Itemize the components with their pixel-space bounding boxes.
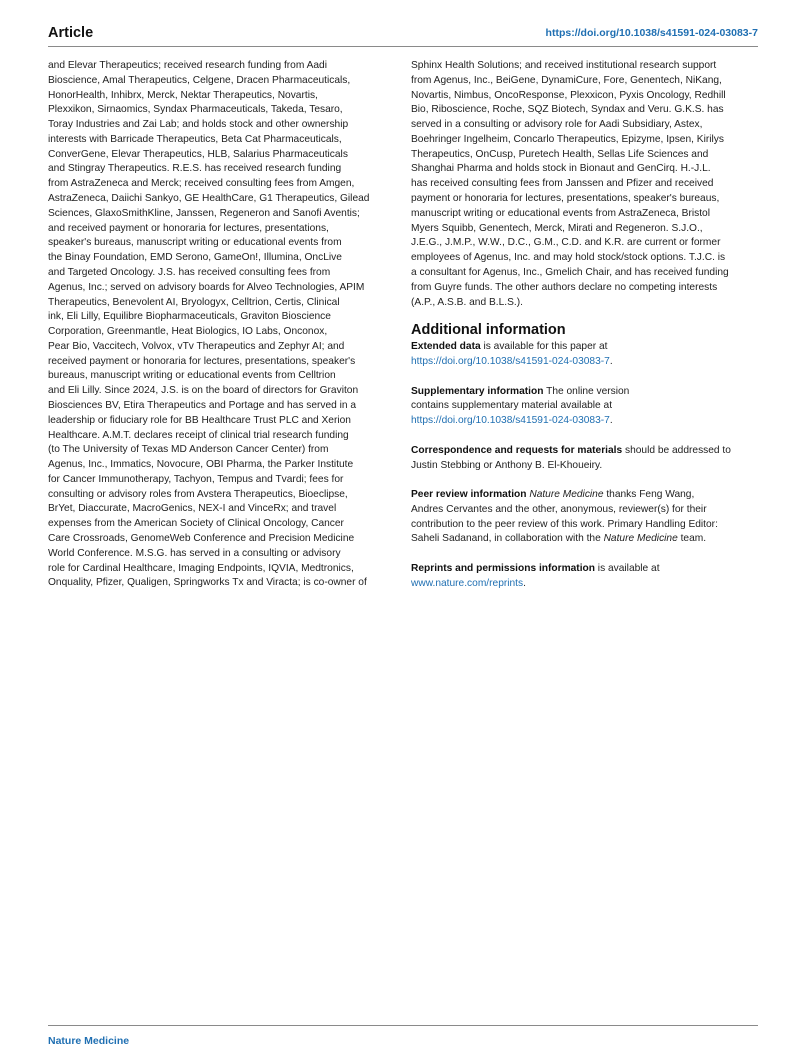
extended-data-title: Extended data xyxy=(411,341,481,353)
text-line: payment or honoraria for lectures, presentations, speaker's bureaus, xyxy=(411,193,720,205)
reprints-paragraph xyxy=(411,562,761,592)
text-line: bureaus, manuscript writing or educational events from Celltrion xyxy=(48,370,336,382)
text-line: leadership or fiduciary role for BB Healthcare Trust PLC and Xerion xyxy=(48,414,351,426)
text-line: Healthcare. A.M.T. declares receipt of clinical trial research funding xyxy=(48,429,349,441)
text-line: and received payment or honoraria for lectures, presentations, xyxy=(48,222,329,234)
text-line: (A.P., A.S.B. and B.L.S.). xyxy=(411,296,523,308)
peer-review-paragraph xyxy=(411,488,761,547)
text-line: has received consulting fees from Janssen and Pfizer and received xyxy=(411,178,714,190)
text-line: for Cancer Immunotherapy, Tachyon, Tempus and Tvardi; fees for xyxy=(48,473,344,485)
text-line: World Conference. M.S.G. has served in a consulting or advisory xyxy=(48,547,341,559)
text-line: AstraZeneca, Daiichi Sankyo, GE HealthCare, G1 Therapeutics, Gilead xyxy=(48,193,370,205)
article-type-label: Article xyxy=(48,25,94,41)
correspondence-text-2: Justin Stebbing or Anthony B. El-Khoueiry. xyxy=(411,459,603,471)
text-line: role for Cardinal Healthcare, Imaging Endpoints, IQVIA, Medtronics, xyxy=(48,562,354,574)
text-line: BrYet, Diaccurate, MacroGenics, NEX-I and VinceRx; and travel xyxy=(48,503,337,515)
text-line: J.E.G., J.M.P., W.W., D.C., G.M., C.D. and K.R. are current or former xyxy=(411,237,721,249)
text-line: expenses from the American Society of Clinical Oncology, Cancer xyxy=(48,518,344,530)
text-line: Care Crossroads, GenomeWeb Conference and Precision Medicine xyxy=(48,533,355,544)
reprints-link[interactable]: www.nature.com/reprints xyxy=(411,577,524,589)
extended-data-text: is available for this paper at xyxy=(480,341,608,353)
left-column-text xyxy=(48,59,398,591)
reprints-end: . xyxy=(523,577,526,589)
text-line: from Guyre funds. The other authors declare no competing interests xyxy=(411,281,718,293)
peer-review-text-2: Andres Cervantes and the other, anonymous, reviewer(s) for their xyxy=(411,503,707,515)
text-line: manuscript writing or educational events from AstraZeneca, Bristol xyxy=(411,207,710,219)
text-line: ConverGene, Elevar Therapeutics, HLB, Salarius Pharmaceuticals xyxy=(48,148,348,160)
text-line: a consultant for Agenus, Inc., Gmelich Chair, and has received funding xyxy=(411,266,729,278)
text-line: Toray Industries and Zai Lab; and holds stock and other ownership xyxy=(48,119,349,131)
text-line: HonorHealth, Inhibrx, Merck, Nektar Therapeutics, Novartis, xyxy=(48,89,318,101)
correspondence-text-1: should be addressed to xyxy=(622,444,731,456)
peer-review-journal-1: Nature Medicine xyxy=(526,489,604,501)
text-line: received payment or honoraria for lectures, presentations, speaker's xyxy=(48,355,356,367)
supplementary-info-text-1: The online version xyxy=(543,385,630,397)
supplementary-info-text-2: contains supplementary material available at xyxy=(411,400,613,412)
peer-review-text-5: team. xyxy=(677,533,707,545)
peer-review-text-3: contribution to the peer review of this work. Primary Handling Editor: xyxy=(411,518,718,530)
text-line: Therapeutics, OnCusp, Puretech Health, Sellas Life Sciences and xyxy=(411,148,709,160)
peer-review-title: Peer review information xyxy=(411,489,527,501)
text-line: from Agenus, Inc., BeiGene, DynamiCure, Fore, Genentech, NiKang, xyxy=(411,74,722,86)
correspondence-paragraph xyxy=(411,444,761,474)
reprints-title: Reprints and permissions information xyxy=(411,563,595,575)
text-line: Onquality, Pfizer, Qualigen, Springworks Tx and Viracta; is co-owner of xyxy=(48,577,367,589)
text-line: Biosciences BV, Etira Therapeutics and Portage and has served in a xyxy=(48,399,357,411)
competing-interests-text xyxy=(411,59,761,310)
text-line: from AstraZeneca and Merck; received consulting fees from Amgen, xyxy=(48,178,355,190)
text-line: Agenus, Inc., Immatics, Novocure, OBI Pharma, the Parker Institute xyxy=(48,459,354,471)
header-divider xyxy=(48,46,758,47)
correspondence-title: Correspondence and requests for materials xyxy=(411,444,623,456)
header-doi-link[interactable]: https://doi.org/10.1038/s41591-024-03083-7 xyxy=(545,27,758,39)
right-column xyxy=(411,59,761,592)
text-line: Therapeutics, Benevolent AI, Bryologyx, Celltrion, Certis, Clinical xyxy=(48,296,340,308)
extended-data-paragraph xyxy=(411,340,761,370)
text-line: and Stingray Therapeutics. R.E.S. has received research funding xyxy=(48,163,342,175)
text-line: and Eli Lilly. Since 2024, J.S. is on the board of directors for Graviton xyxy=(48,385,359,397)
supplementary-info-end: . xyxy=(609,415,613,427)
peer-review-journal-2: Nature Medicine xyxy=(603,533,678,545)
text-line: interests with Barricade Therapeutics, Beta Cat Pharmaceuticals, xyxy=(48,133,342,145)
text-line: Boehringer Ingelheim, Concarlo Therapeutics, Epizyme, Ipsen, Kirilys xyxy=(411,133,724,145)
text-line: Pear Bio, Vaccitech, Volvox, vTv Therapeutics and Zephyr AI; and xyxy=(48,340,345,352)
text-line: consulting or advisory roles from Avstera Therapeutics, Bioeclipse, xyxy=(48,488,348,500)
text-line: Corporation, Greenmantle, Heat Biologics, IO Labs, Onconox, xyxy=(48,326,328,338)
footer-divider xyxy=(48,1025,758,1026)
text-line: Sciences, GlaxoSmithKline, Janssen, Regeneron and Sanofi Aventis; xyxy=(48,207,360,219)
text-line: Bioscience, Amal Therapeutics, Celgene, Dracen Pharmaceuticals, xyxy=(48,74,351,86)
text-line: Myers Squibb, Genentech, Merck, Mirati and Regeneron. S.J.O., xyxy=(411,222,703,234)
text-line: Bio, Riboscience, Roche, SQZ Biotech, Syndax and Veru. G.K.S. has xyxy=(411,104,724,116)
text-line: ink, Eli Lilly, Equilibre Biopharmaceuticals, Graviton Bioscience xyxy=(48,311,331,323)
text-line: employees of Agenus, Inc. and may hold stock/stock options. T.J.C. is xyxy=(411,252,726,264)
text-line: and Elevar Therapeutics; received research funding from Aadi xyxy=(48,60,327,71)
text-line: and Targeted Oncology. J.S. has received consulting fees from xyxy=(48,266,331,278)
text-line: Plexxikon, Sirnaomics, Syndax Pharmaceuticals, Takeda, Tesaro, xyxy=(48,104,343,116)
footer-journal-name: Nature Medicine xyxy=(48,1035,130,1047)
text-line: served in a consulting or advisory role for Aadi Subsidiary, Astex, xyxy=(411,119,703,131)
reprints-text: is available at xyxy=(594,563,660,575)
text-line: Sphinx Health Solutions; and received institutional research support xyxy=(411,60,717,71)
text-line: Shanghai Pharma and holds stock in Bionaut and GenCirq. H.-J.L. xyxy=(411,163,711,175)
text-line: speaker's bureaus, manuscript writing or educational events from xyxy=(48,237,342,249)
supplementary-info-link[interactable]: https://doi.org/10.1038/s41591-024-03083-7 xyxy=(411,415,610,427)
supplementary-info-paragraph xyxy=(411,385,761,429)
section-heading-additional-information: Additional information xyxy=(411,322,566,339)
extended-data-end: . xyxy=(609,356,613,368)
text-line: the Binay Foundation, EMD Serono, GameOn!, Illumina, OncLive xyxy=(48,252,342,264)
text-line: Novartis, Nimbus, OncoResponse, Plexxicon, Pyxis Oncology, Redhill xyxy=(411,89,726,101)
extended-data-link[interactable]: https://doi.org/10.1038/s41591-024-03083-7 xyxy=(411,356,610,368)
peer-review-text-4: Saheli Sadanand, in collaboration with the xyxy=(411,533,604,545)
peer-review-text-1: thanks Feng Wang, xyxy=(603,489,695,501)
text-line: Agenus, Inc.; served on advisory boards for Alveo Technologies, APIM xyxy=(48,281,365,293)
supplementary-info-title: Supplementary information xyxy=(411,385,544,397)
text-line: (to The University of Texas MD Anderson Cancer Center) from xyxy=(48,444,329,456)
